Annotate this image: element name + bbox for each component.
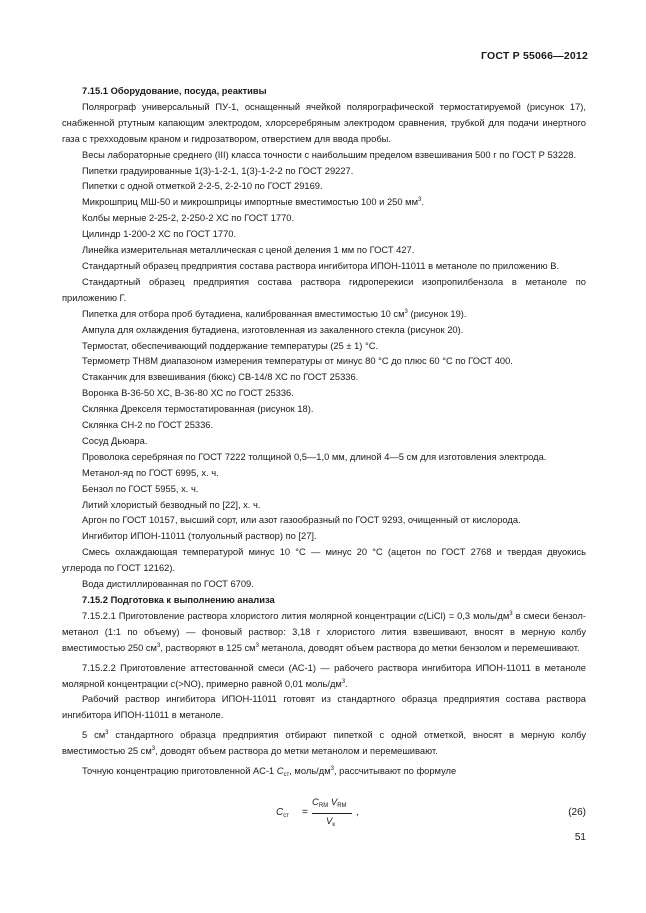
paragraph: Бензол по ГОСТ 5955, х. ч. <box>82 483 199 494</box>
paragraph: Воронка В-36-50 ХС, В-36-80 ХС по ГОСТ 25336. <box>82 388 294 399</box>
paragraph: Сосуд Дьюара. <box>82 435 148 446</box>
document-body <box>62 84 586 780</box>
paragraph: Вода дистиллированная по ГОСТ 6709. <box>82 579 254 590</box>
formula-comma: , <box>356 807 359 818</box>
paragraph: Пипетки градуированные 1(3)-1-2-1, 1(3)-1-2-2 по ГОСТ 29227. <box>82 165 354 176</box>
fraction-bar <box>312 813 352 814</box>
paragraph: Проволока серебряная по ГОСТ 7222 толщиной 0,5—1,0 мм, длиной 4—5 см для изготовления электрода. <box>82 451 547 462</box>
paragraph: Весы лабораторные среднего (III) класса точности с наибольшим пределом взвешивания 500 г по ГОСТ Р 53228. <box>82 149 577 160</box>
paragraph: Склянка Дрекселя термостатированная (рисунок 18). <box>82 404 314 415</box>
page-number: 51 <box>574 832 586 843</box>
paragraph: Ампула для охлаждения бутадиена, изготовленная из закаленного стекла (рисунок 20). <box>82 324 464 335</box>
paragraph: 7.15.2.1 Приготовление раствора хлористого лития молярной концентрации c(LiCl) = 0,3 моль/$дм^3$ в смеси бензол-метанол (1:1 по объему) — фоновый раствор: 3,18 г хлористого лития взвешивают, вносят в мерную колбу вместимостью 250 $см^3$, растворяют в 125 $см^3$ метанола, доводят объем раствора до метки бензолом и перемешивают. <box>62 610 586 653</box>
paragraph: Колбы мерные 2-25-2, 2-250-2 ХС по ГОСТ 1770. <box>82 213 295 224</box>
paragraph: Полярограф универсальный ПУ-1, оснащенный ячейкой полярографической термостатируемой (рисунок 17), снабженной ртутным капающим электродом, хлорсеребряным электродом сравнения, трубкой для подачи инертного газа с трехходовым краном и гидрозатвором, отверстием для ввода пробы. <box>62 101 586 144</box>
formula-denominator: $V_к$ <box>326 816 335 828</box>
formula-equals: = <box>302 807 308 818</box>
paragraph: Линейка измерительная металлическая с ценой деления 1 мм по ГОСТ 427. <box>82 245 415 256</box>
paragraph: Стандартный образец предприятия состава раствора гидроперекиси изопропилбензола в метаноле по приложению Г. <box>62 276 586 303</box>
paragraph: Цилиндр 1-200-2 ХС по ГОСТ 1770. <box>82 229 237 240</box>
paragraph: Аргон по ГОСТ 10157, высший сорт, или азот газообразный по ГОСТ 9293, очищенный от кислорода. <box>82 515 521 526</box>
standard-header: ГОСТ Р 55066—2012 <box>480 50 588 62</box>
paragraph: 7.15.2.2 Приготовление аттестованной смеси (АС-1) — рабочего раствора ингибитора ИПОН-11011 в метаноле молярной концентрации c(>NO), примерно равной 0,01 моль/$дм^3$. <box>62 662 586 689</box>
section-title-7-15-2: 7.15.2 Подготовка к выполнению анализа <box>82 595 275 605</box>
section-title-7-15-1: 7.15.1 Оборудование, посуда, реактивы <box>82 86 267 96</box>
paragraph: Ингибитор ИПОН-11011 (толуольный раствор) по [27]. <box>82 531 317 542</box>
paragraph: Точную концентрацию приготовленной АС-1 $C_{ст}$, моль/$дм^3$, рассчитывают по формуле <box>82 766 457 779</box>
paragraph: Стаканчик для взвешивания (бюкс) СВ-14/8 ХС по ГОСТ 25336. <box>82 372 359 383</box>
paragraph: Литий хлористый безводный по [22], х. ч. <box>82 499 261 510</box>
paragraph: Метанол-яд по ГОСТ 6995, х. ч. <box>82 467 219 478</box>
formula-lhs: $C_{ст}$ <box>276 807 289 819</box>
paragraph: Склянка СН-2 по ГОСТ 25336. <box>82 420 214 431</box>
formula-numerator: $C_{RM}$ $V_{RM}$ <box>312 797 347 809</box>
formula-number: (26) <box>568 807 586 818</box>
paragraph: Смесь охлаждающая температурой минус 10 °С — минус 20 °С (ацетон по ГОСТ 2768 и твердая двуокись углерода по ГОСТ 12162). <box>62 547 586 574</box>
paragraph: Пипетка для отбора проб бутадиена, калиброванная вместимостью 10 $см^3$ (рисунок 19). <box>82 308 467 319</box>
paragraph: Термостат, обеспечивающий поддержание температуры (25 ± 1) °С. <box>82 340 379 351</box>
paragraph: Рабочий раствор ингибитора ИПОН-11011 готовят из стандартного образца предприятия состава раствора ингибитора ИПОН-11011 в метаноле. <box>62 694 586 721</box>
paragraph: Микрошприц МШ-50 и микрошприцы импортные вместимостью 100 и 250 $мм^3$. <box>82 197 424 208</box>
paragraph: Стандартный образец предприятия состава раствора ингибитора ИПОН-11011 в метаноле по приложению В. <box>82 260 560 271</box>
paragraph: Пипетки с одной отметкой 2-2-5, 2-2-10 по ГОСТ 29169. <box>82 181 323 192</box>
paragraph: 5 $см^3$ стандартного образца предприятия отбирают пипеткой с одной отметкой, вносят в мерную колбу вместимостью 25 $см^3$, доводят объем раствора до метки метанолом и перемешивают. <box>62 730 586 757</box>
formula-26 <box>270 795 380 831</box>
paragraph: Термометр ТН8М диапазоном измерения температуры от минус 80 °С до плюс 60 °С по ГОСТ 400. <box>82 356 513 367</box>
